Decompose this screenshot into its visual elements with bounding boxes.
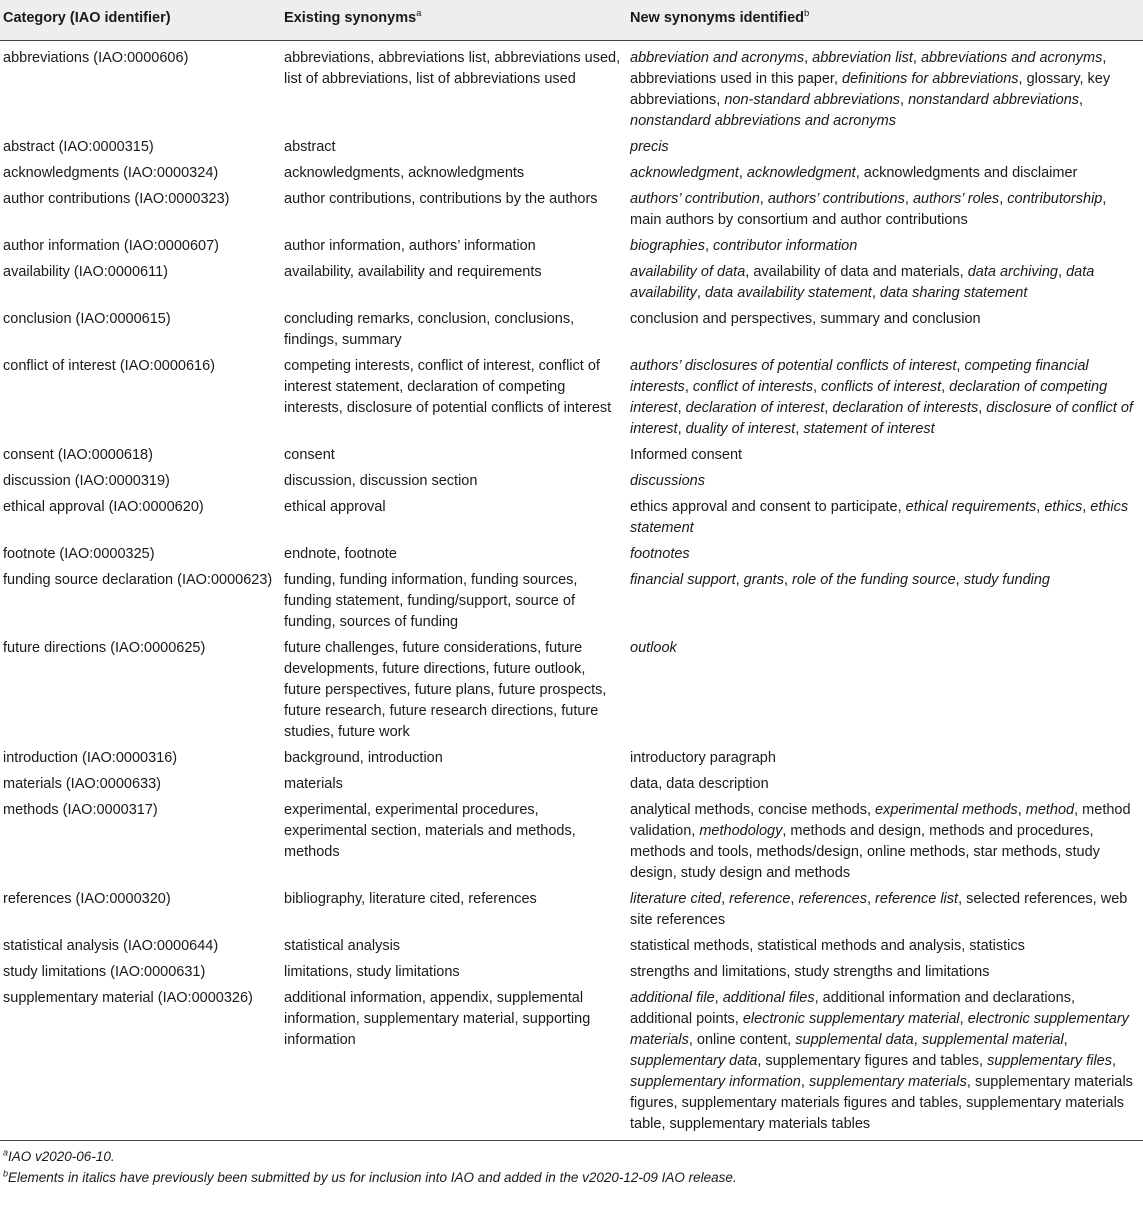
synonym-text: , [790, 891, 799, 907]
new-synonyms-cell [627, 800, 1143, 889]
new-synonyms-cell [627, 544, 1143, 570]
table-row [0, 471, 1143, 497]
category-cell: study limitations (IAO:0000631) [3, 964, 206, 980]
synonym-text: , online content, [688, 1032, 796, 1048]
table-row [0, 445, 1143, 471]
italic-synonym: supplemental material [921, 1032, 1064, 1048]
italic-synonym: declaration of competing interest [630, 379, 1108, 416]
table-row [0, 962, 1143, 988]
synonym-text: , [913, 1032, 922, 1048]
synonym-text: , additional information and declarations, additional points, [630, 990, 1075, 1027]
synonym-text: , method validation, [630, 802, 1131, 839]
existing-synonyms-cell: discussion, discussion section [284, 473, 478, 489]
italic-synonym: declaration of interests [832, 400, 979, 416]
synonym-text: strengths and limitations, study strengths and limitations [630, 964, 990, 980]
synonym-text: , [795, 421, 804, 437]
table-row [0, 356, 1143, 445]
italic-synonym: non-standard abbreviations [724, 92, 901, 108]
table-row [0, 262, 1143, 309]
italic-synonym: availability of data [630, 264, 746, 280]
table-row [0, 570, 1143, 638]
existing-synonyms-cell: statistical analysis [284, 938, 401, 954]
existing-synonyms-cell: author contributions, contributions by the authors [284, 191, 598, 207]
table-row [0, 189, 1143, 236]
synonym-text: , [978, 400, 987, 416]
existing-synonyms-cell: concluding remarks, conclusion, conclusions, findings, summary [284, 311, 575, 348]
category-cell: acknowledgments (IAO:0000324) [3, 165, 219, 181]
existing-synonyms-cell: abbreviations, abbreviations list, abbreviations used, list of abbreviations, list of abbreviations used [284, 50, 621, 87]
category-cell: consent (IAO:0000618) [3, 447, 153, 463]
italic-synonym: financial support [630, 572, 736, 588]
category-cell: methods (IAO:0000317) [3, 802, 158, 818]
table-row [0, 137, 1143, 163]
synonym-text: , abbreviations used in this paper, [630, 50, 1107, 87]
table-row [0, 638, 1143, 748]
header-new-label: New synonyms identified [630, 10, 805, 26]
header-existing-footnote-mark: a [416, 8, 422, 20]
italic-synonym: duality of interest [685, 421, 796, 437]
italic-synonym: authors’ contribution [630, 191, 760, 207]
italic-synonym: declaration of interest [685, 400, 825, 416]
existing-synonyms-cell: consent [284, 447, 335, 463]
italic-synonym: conflicts of interest [821, 379, 942, 395]
table-row [0, 774, 1143, 800]
italic-synonym: acknowledgment [630, 165, 739, 181]
new-synonyms-cell [627, 356, 1143, 445]
synonym-text: , main authors by consortium and author contributions [630, 191, 1107, 228]
category-cell: abbreviations (IAO:0000606) [3, 50, 189, 66]
category-cell: conclusion (IAO:0000615) [3, 311, 171, 327]
synonym-text: , [956, 358, 965, 374]
italic-synonym: nonstandard abbreviations [908, 92, 1080, 108]
table-row [0, 163, 1143, 189]
italic-synonym: data sharing statement [879, 285, 1028, 301]
new-synonyms-cell [627, 137, 1143, 163]
synonym-text: , methods and design, methods and procedures, methods and tools, methods/design, online methods, star methods, study design, study design and methods [630, 823, 1100, 881]
table-row [0, 748, 1143, 774]
new-synonyms-cell [627, 471, 1143, 497]
italic-synonym: grants [743, 572, 784, 588]
italic-synonym: supplementary information [630, 1074, 801, 1090]
synonym-text: , [1017, 802, 1026, 818]
italic-synonym: methodology [699, 823, 783, 839]
italic-synonym: acknowledgment [746, 165, 856, 181]
existing-synonyms-cell: acknowledgments, acknowledgments [284, 165, 525, 181]
category-cell: conflict of interest (IAO:0000616) [3, 358, 215, 374]
new-synonyms-cell [627, 936, 1143, 962]
existing-synonyms-cell: endnote, footnote [284, 546, 397, 562]
synonym-text: , [714, 990, 723, 1006]
italic-synonym: reference list [875, 891, 959, 907]
italic-synonym: abbreviation and acronyms [630, 50, 805, 66]
synonym-text: , [999, 191, 1008, 207]
synonym-text: , [900, 92, 909, 108]
synonym-text: introductory paragraph [630, 750, 776, 766]
new-synonyms-cell [627, 889, 1143, 936]
synonym-text: , [783, 572, 793, 588]
italic-synonym: disclosure of conflict of interest [630, 400, 1133, 437]
synonym-text: , acknowledgments and disclaimer [855, 165, 1078, 181]
italic-synonym: electronic supplementary material [742, 1011, 960, 1027]
existing-synonyms-cell: additional information, appendix, supplemental information, supplementary material, supporting information [284, 990, 591, 1048]
italic-synonym: abbreviation list [812, 50, 913, 66]
synonym-text: , glossary, key abbreviations, [630, 71, 1111, 108]
synonym-text: , [1036, 499, 1045, 515]
table-row [0, 236, 1143, 262]
synonym-text: , [677, 400, 686, 416]
synonym-text: , [1063, 1032, 1068, 1048]
new-synonyms-cell [627, 638, 1143, 748]
category-cell: funding source declaration (IAO:0000623) [3, 572, 273, 588]
italic-synonym: method [1025, 802, 1075, 818]
italic-synonym: role of the funding source [792, 572, 956, 588]
header-new [627, 0, 1143, 41]
footnote [3, 1146, 1140, 1167]
table-header [0, 0, 1143, 41]
synonym-text: , [738, 165, 747, 181]
footnote-mark: a [3, 1147, 9, 1158]
table-footnotes [0, 1141, 1143, 1188]
italic-synonym: experimental methods [875, 802, 1018, 818]
new-synonyms-cell [627, 497, 1143, 544]
category-cell: references (IAO:0000320) [3, 891, 171, 907]
synonym-text: statistical methods, statistical methods and analysis, statistics [630, 938, 1025, 954]
italic-synonym: conflict of interests [692, 379, 813, 395]
table-row [0, 936, 1143, 962]
synonym-text: , [912, 50, 921, 66]
italic-synonym: additional file [630, 990, 715, 1006]
footnote-text: IAO v2020-06-10. [8, 1149, 115, 1164]
italic-synonym: supplemental data [795, 1032, 914, 1048]
table-row [0, 41, 1143, 138]
synonym-text: ethics approval and consent to participate, [630, 499, 906, 515]
synonym-text: , [1112, 1053, 1117, 1069]
synonym-text: , [941, 379, 950, 395]
header-category [0, 0, 281, 41]
footnote [3, 1167, 1140, 1188]
synonym-text: analytical methods, concise methods, [630, 802, 876, 818]
category-cell: statistical analysis (IAO:0000644) [3, 938, 219, 954]
italic-synonym: reference [729, 891, 791, 907]
existing-synonyms-cell: abstract [284, 139, 336, 155]
synonym-text: , supplementary figures and tables, [757, 1053, 988, 1069]
category-cell: discussion (IAO:0000319) [3, 473, 170, 489]
synonym-text: , [812, 379, 822, 395]
category-cell: abstract (IAO:0000315) [3, 139, 154, 155]
header-existing [281, 0, 627, 41]
synonym-text: data, data description [630, 776, 769, 792]
italic-synonym: literature cited [630, 891, 722, 907]
italic-synonym: statement of interest [803, 421, 935, 437]
new-synonyms-cell [627, 163, 1143, 189]
category-cell: availability (IAO:0000611) [3, 264, 168, 280]
footnote-mark: b [3, 1168, 9, 1179]
synonym-text: , [721, 891, 730, 907]
italic-synonym: authors’ disclosures of potential conflicts of interest [630, 358, 957, 374]
italic-synonym: biographies [630, 238, 705, 254]
italic-synonym: authors’ contributions [767, 191, 905, 207]
category-cell: author contributions (IAO:0000323) [3, 191, 230, 207]
italic-synonym: contributor information [713, 238, 858, 254]
italic-synonym: data availability statement [704, 285, 872, 301]
synonym-text: , [735, 572, 744, 588]
existing-synonyms-cell: background, introduction [284, 750, 443, 766]
italic-synonym: precis [630, 139, 669, 155]
category-cell: introduction (IAO:0000316) [3, 750, 178, 766]
existing-synonyms-cell: limitations, study limitations [284, 964, 460, 980]
italic-synonym: competing financial interests [630, 358, 1089, 395]
new-synonyms-cell [627, 309, 1143, 356]
synonym-text: , [955, 572, 964, 588]
synonym-text: , [824, 400, 833, 416]
italic-synonym: references [798, 891, 867, 907]
synonym-text: , [800, 1074, 809, 1090]
italic-synonym: footnotes [630, 546, 690, 562]
footnote-text: Elements in italics have previously been submitted by us for inclusion into IAO and added in the v2020-12-09 IAO release. [8, 1170, 737, 1185]
synonym-text: , supplementary materials figures, supplementary materials figures and tables, supplementary materials table, supplementary materials tables [630, 1074, 1133, 1132]
synonym-text: , availability of data and materials, [745, 264, 968, 280]
category-cell: future directions (IAO:0000625) [3, 640, 206, 656]
synonym-text: , [677, 421, 686, 437]
italic-synonym: nonstandard abbreviations and acronyms [630, 113, 896, 129]
synonym-text: , [959, 1011, 968, 1027]
synonym-text: conclusion and perspectives, summary and conclusion [630, 311, 981, 327]
synonym-text: , [904, 191, 913, 207]
category-cell: author information (IAO:0000607) [3, 238, 220, 254]
synonym-text: , [871, 285, 880, 301]
synonym-text: Informed consent [630, 447, 743, 463]
table-body [0, 41, 1143, 1141]
italic-synonym: study funding [963, 572, 1050, 588]
italic-synonym: ethics [1044, 499, 1083, 515]
synonym-text: , [1079, 92, 1084, 108]
table-row [0, 309, 1143, 356]
header-new-footnote-mark: b [804, 8, 810, 20]
italic-synonym: additional files [722, 990, 815, 1006]
new-synonyms-cell [627, 262, 1143, 309]
header-existing-label: Existing synonyms [284, 10, 417, 26]
existing-synonyms-cell: author information, authors’ information [284, 238, 536, 254]
table-row [0, 889, 1143, 936]
new-synonyms-cell [627, 445, 1143, 471]
italic-synonym: ethical requirements [905, 499, 1037, 515]
italic-synonym: abbreviations and acronyms [920, 50, 1103, 66]
synonym-text: , [759, 191, 768, 207]
italic-synonym: outlook [630, 640, 677, 656]
synonym-text: , [804, 50, 813, 66]
new-synonyms-cell [627, 988, 1143, 1141]
table-row [0, 988, 1143, 1141]
header-row [0, 0, 1143, 41]
new-synonyms-cell [627, 748, 1143, 774]
synonym-text: , [1058, 264, 1067, 280]
synonym-text: , [684, 379, 693, 395]
table-row [0, 497, 1143, 544]
italic-synonym: data availability [630, 264, 1095, 301]
new-synonyms-cell [627, 41, 1143, 138]
existing-synonyms-cell: materials [284, 776, 343, 792]
synonym-text: , [696, 285, 705, 301]
new-synonyms-cell [627, 962, 1143, 988]
existing-synonyms-cell: availability, availability and requirements [284, 264, 542, 280]
new-synonyms-cell [627, 236, 1143, 262]
synonym-text: , [866, 891, 876, 907]
existing-synonyms-cell: funding, funding information, funding sources, funding statement, funding/support, source of funding, sources of funding [284, 572, 578, 630]
italic-synonym: supplementary materials [808, 1074, 967, 1090]
italic-synonym: discussions [630, 473, 705, 489]
new-synonyms-cell [627, 774, 1143, 800]
category-cell: footnote (IAO:0000325) [3, 546, 155, 562]
italic-synonym: contributorship [1007, 191, 1103, 207]
existing-synonyms-cell: bibliography, literature cited, references [284, 891, 537, 907]
existing-synonyms-cell: ethical approval [284, 499, 386, 515]
new-synonyms-cell [627, 570, 1143, 638]
synonym-text: , [704, 238, 714, 254]
existing-synonyms-cell: competing interests, conflict of interest, conflict of interest statement, declaration of competing interests, disclosure of potential conflicts of interest [284, 358, 612, 416]
category-cell: supplementary material (IAO:0000326) [3, 990, 253, 1006]
existing-synonyms-cell: experimental, experimental procedures, experimental section, materials and methods, methods [284, 802, 576, 860]
italic-synonym: authors’ roles [912, 191, 1000, 207]
new-synonyms-cell [627, 189, 1143, 236]
table-row [0, 544, 1143, 570]
italic-synonym: ethics statement [630, 499, 1129, 536]
italic-synonym: definitions for abbreviations [842, 71, 1019, 87]
category-cell: ethical approval (IAO:0000620) [3, 499, 204, 515]
italic-synonym: supplementary files [987, 1053, 1112, 1069]
existing-synonyms-cell: future challenges, future considerations, future developments, future directions, future outlook, future perspectives, future plans, future prospects, future research, future research directions, future studies, future work [284, 640, 607, 740]
italic-synonym: supplementary data [630, 1053, 758, 1069]
table-row [0, 800, 1143, 889]
italic-synonym: electronic supplementary materials [630, 1011, 1129, 1048]
italic-synonym: data archiving [967, 264, 1058, 280]
synonym-text: , selected references, web site references [630, 891, 1128, 928]
category-cell: materials (IAO:0000633) [3, 776, 161, 792]
header-category-label: Category (IAO identifier) [3, 10, 171, 26]
synonym-text: , [1082, 499, 1091, 515]
